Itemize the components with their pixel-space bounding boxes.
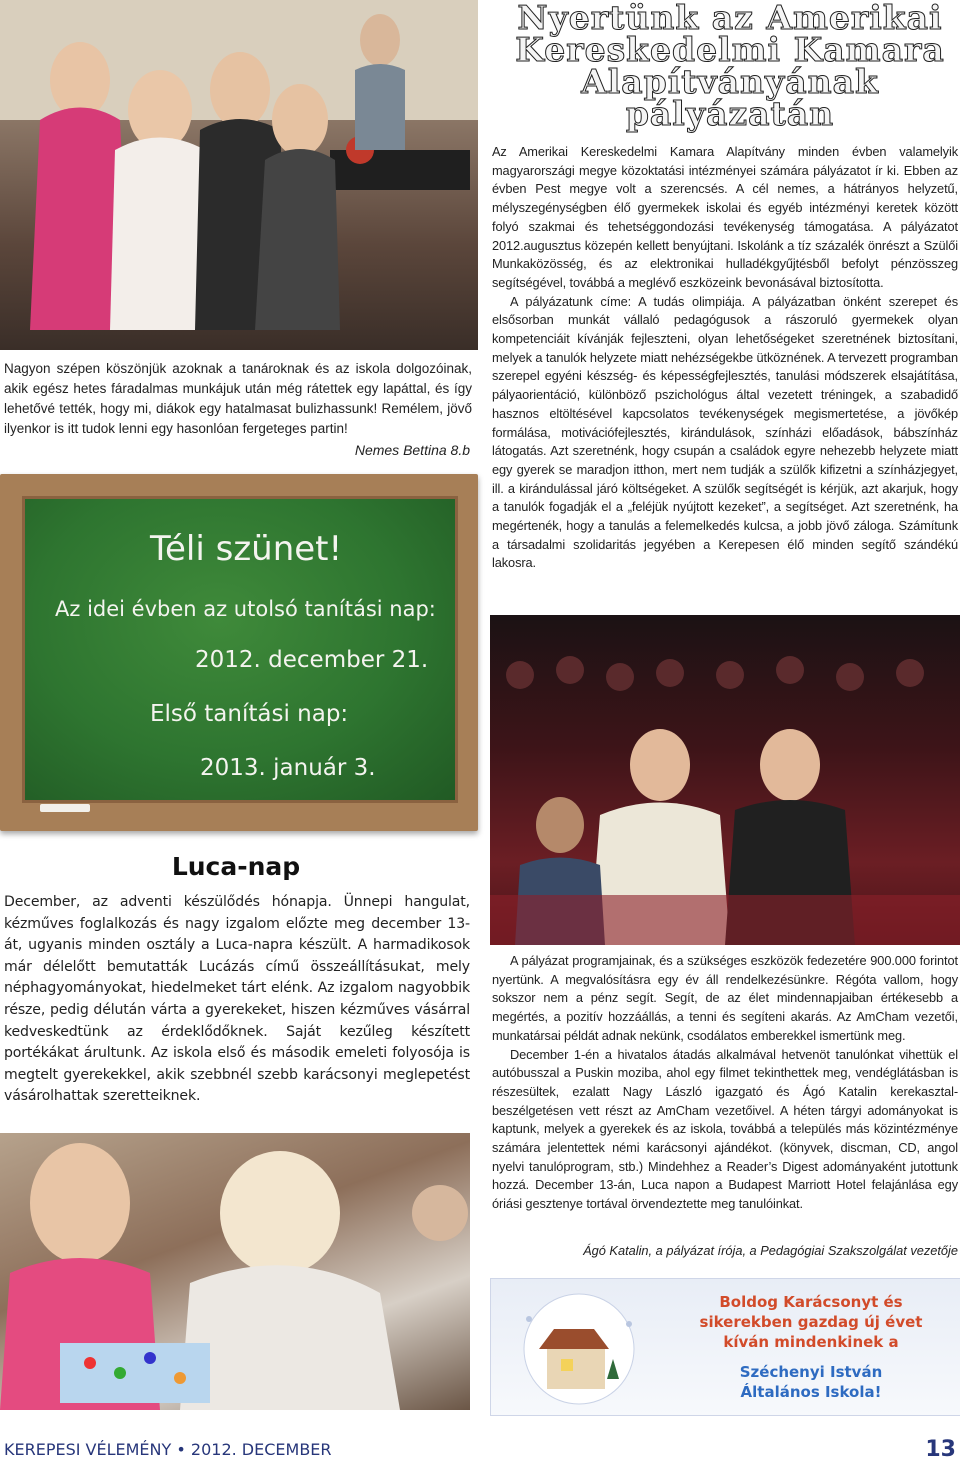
luca-body: December, az adventi készülődés hónapja. Ünnepi hangulat, kézműves foglalkozás és nagy izgalom előzte meg december 13-át, ugyanis minden osztály a Luca-napra készült. A harmadikosok már délelőtt bemutatták Lucázás című összeállításukat, mely néphagyományokat, hiedelmeket tárt elénk. Az izgalom nagyobbik része, pedig délután várta a gyerekeket, hiszen kézműves vásárral kedveskedtünk az érdeklődőknek. Saját kezűleg készített portékákat árultunk. Az iskola első és második emeleti folyosója is megtelt gyerekekkel, akik szebbnél szebb karácsonyi meglepetést vásárolhattak szeretteiknek. [4,894,470,1105]
luca-photo-illustration [0,1133,470,1410]
party-photo-illustration [0,0,478,350]
greeting-line-3: kíván mindenkinek a [723,1333,899,1351]
luca-article [4,892,470,1108]
page-number: 13 [925,1437,956,1462]
christmas-greeting-card [490,1278,960,1416]
article-title-line-2: Kereskedelmi Kamara [515,30,945,69]
article-title-line-1: Nyertünk az Amerikai [517,0,943,37]
article-body-lower [492,952,958,1214]
article-paragraph-4: December 1-én a hivatalos átadás alkalmával hetvenöt tanulónkat vihettük el autóbusszal a Puskin moziba, ahol egy filmet tekinthettek meg, vendéglátásban is részesültek, ezalatt Nagy László igazgató és Ágó Katalin kerekasztal-beszélgetésen vett részt az AmCham vezetőivel. A héten tárgyi adományokat is kaptunk, melyek a gyerekek és az iskola, továbbá a település más közintézménye számára jelentettek némi karácsonyi ajándékot. (könyvek, discman, CD, angol nyelvi tanulóprogram, stb.) Mindehhez a Reader’s Digest adományaként jutottunk hozzá. December 13-án, Luca napon a Budapest Marriott Hotel felajánlása egy óriási gesztenye tortával örvendeztette meg tanulóinkat. [492,1046,958,1212]
chalk-piece [40,804,90,812]
party-caption-text: Nagyon szépen köszönjük azoknak a tanároknak és az iskola dolgozóinak, akik egész hetes fáradalmas munkájuk után még rátettek egy lapáttal, és így lehetővé tették, hogy mi, diákok egy hatalmasat bulizhassunk! Remélem, jövő ilyenkor is itt tudok lenni egy hasonlóan fergeteges partin! [4,361,472,436]
party-caption-author: Nemes Bettina 8.b [354,442,470,458]
greeting-line-1: Boldog Karácsonyt és [719,1293,903,1311]
winter-house-icon [499,1289,659,1409]
chalkboard-date-first: 2013. január 3. [200,755,376,781]
article-signature: Ágó Katalin, a pályázat írója, a Pedagógiai Szakszolgálat vezetője [583,1243,958,1258]
footer-publication: KEREPESI VÉLEMÉNY [4,1440,172,1459]
article-paragraph-1: Az Amerikai Kereskedelmi Kamara Alapítvány minden évben valamelyik magyarországi megye közoktatási intézményei számára pályázatot ír ki. Ebben az évben Pest megye volt a szerencsés. A cél nemes, a hátrányos helyzetű, mélyszegénységben élő gyermekek iskolai és egyéb intézményi keretek között folyó szakmai és tehetséggondozási tevékenység támogatása. A pályázatot 2012.augusztus közepén kellett benyújtani. Iskolánk a tíz százalék önrészt a Szülői Munkaközösség, és az elektronikai hulladékgyűjtésből befolyt pénzösszeg segítségével, továbbá a meglévő eszközeink bevonásával biztosította. [492,144,958,290]
footer-publication-line [4,1440,332,1459]
cinema-photo [490,615,960,945]
cinema-photo-illustration [490,615,960,945]
footer-issue: 2012. DECEMBER [190,1440,332,1459]
greeting-line-2: sikerekben gazdag új évet [699,1313,923,1331]
chalkboard-date-last: 2012. december 21. [195,647,429,673]
page-footer [0,1437,960,1465]
article-body-upper [492,143,958,573]
article-title-line-3: Alapítványának [581,62,879,101]
article-paragraph-3: A pályázat programjainak, és a szükséges eszközök fedezetére 900.000 forintot nyertünk. A megvalósításra egy év áll rendelkezésünkre. Régóta vallom, hogy sokszor nem a pénz segít. Segít, de az élet mindennapjaiban értékesebb a megértés, a pozitív hozzáállás, a tenni és segíteni akarás. Az AmCham vezetői, munkatársai példát adnak nekünk, csodálatos emberekkel ismertünk meg. [492,953,958,1043]
chalkboard-line-first-day: Első tanítási nap: [150,701,349,727]
party-caption [4,359,472,439]
chalkboard-title: Téli szünet! [150,529,343,569]
luca-market-photo [0,1133,470,1410]
article-title [500,0,960,133]
article-paragraph-2: A pályázatunk címe: A tudás olimpiája. A pályázatban önként szerepet és elsősorban munkát vállaló pedagógusok a rászoruló gyermekek olyan kompetenciáit kívánják fejleszteni, olyan lehetőségeket szeretnének biztosítani, melyek a tanulók helyzete miatt nehézségekbe ütköznének. A tervezett programban szerepel egyéni készség- és képességfejlesztés, tanulási módszerek elsajátítása, pályaorientáció, különböző pszichológus által vezetett tréningek, a szabadidő hasznos eltöltésével kapcsolatos tevékenységek megismertetése, a jövőkép formálása, motivációfejlesztés, kirándulások, színházi előadások, bábszínház látogatás. Azt szeretnénk, hogy csupán a családok egyre nehezebb helyzete miatt egy gyerek se maradjon itthon, mert nem tudják a szülők kifizetni a színházjegyet, ill. a kirándulással járó költségeket. A szülők segítségét is kérjük, azt akarjuk, hogy a tanulók fogadják el a „feléjük nyújtott kezeket”, a segítséget. Azt szeretnénk, ha megértenék, hogy a tanulás a felemelkedés kulcsa, a jobb jövő záloga. Számítunk a társadalmi szolidaritás jegyében a Kerepesen élő minden segítő szándékú lakosra. [492,293,958,571]
party-photo [0,0,478,350]
greeting-line-4: Széchenyi István [739,1363,883,1381]
chalkboard-surface [22,496,458,803]
article-title-line-4: pályázatán [625,94,835,133]
footer-bullet: • [176,1440,186,1459]
chalkboard-line-last-day: Az idei évben az utolsó tanítási nap: [55,597,436,621]
luca-title: Luca-nap [171,852,301,881]
greeting-line-5: Általános Iskola! [740,1383,882,1401]
chalkboard-announcement [0,474,478,831]
